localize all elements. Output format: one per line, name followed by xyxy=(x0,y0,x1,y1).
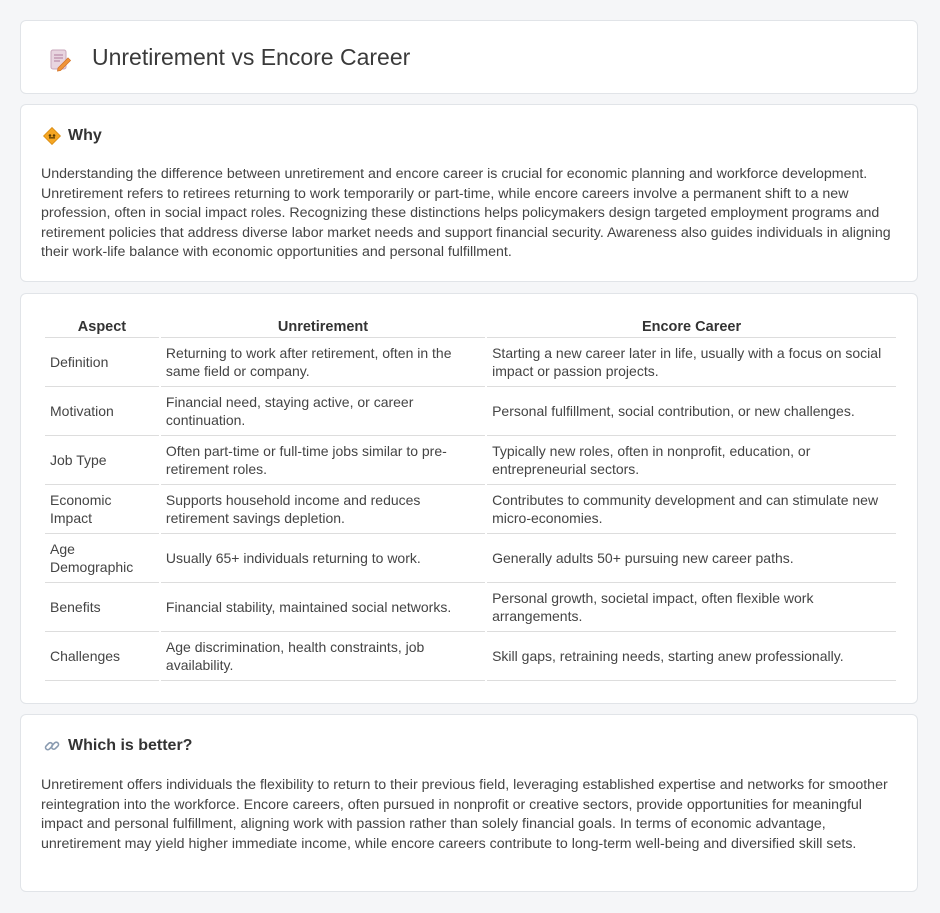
row-unretirement: Usually 65+ individuals returning to work. xyxy=(161,534,485,583)
diamond-sign-icon xyxy=(43,127,61,145)
row-encore-career: Skill gaps, retraining needs, starting anew professionally. xyxy=(487,632,896,681)
which-is-better-section xyxy=(20,714,918,892)
table-row xyxy=(45,436,896,485)
table-header-row xyxy=(45,317,896,338)
row-unretirement: Financial stability, maintained social networks. xyxy=(161,583,485,632)
comparison-section xyxy=(20,293,918,704)
why-section xyxy=(20,104,918,282)
table-row xyxy=(45,338,896,387)
row-encore-career: Starting a new career later in life, usually with a focus on social impact or passion projects. xyxy=(487,338,896,387)
row-encore-career: Typically new roles, often in nonprofit, education, or entrepreneurial sectors. xyxy=(487,436,896,485)
better-paragraph: Unretirement offers individuals the flexibility to return to their previous field, leveraging established expertise and networks for smoother reintegration into the workforce. Encore careers, often pursued in nonprofit or creative sectors, provide opportunities for meaningful impact and personal fulfillment, aligning work with passion rather than solely financial goals. In terms of economic advantage, unretirement may yield higher immediate income, while encore careers contribute to long-term well-being and diversified skill sets. xyxy=(41,777,888,852)
row-aspect: Economic Impact xyxy=(45,485,159,534)
row-encore-career: Contributes to community development and can stimulate new micro-economies. xyxy=(487,485,896,534)
row-unretirement: Age discrimination, health constraints, job availability. xyxy=(161,632,485,681)
table-row xyxy=(45,534,896,583)
document-pencil-icon xyxy=(47,47,73,73)
row-aspect: Motivation xyxy=(45,387,159,436)
row-encore-career: Personal fulfillment, social contribution, or new challenges. xyxy=(487,387,896,436)
row-aspect: Job Type xyxy=(45,436,159,485)
row-aspect: Benefits xyxy=(45,583,159,632)
link-icon xyxy=(43,737,61,755)
row-encore-career: Generally adults 50+ pursuing new career paths. xyxy=(487,534,896,583)
why-heading: Why xyxy=(68,127,102,144)
header-unretirement: Unretirement xyxy=(161,317,485,338)
row-aspect: Challenges xyxy=(45,632,159,681)
comparison-table xyxy=(43,317,898,681)
row-encore-career: Personal growth, societal impact, often flexible work arrangements. xyxy=(487,583,896,632)
better-heading-row xyxy=(43,737,192,755)
row-aspect: Definition xyxy=(45,338,159,387)
table-row xyxy=(45,387,896,436)
table-row xyxy=(45,485,896,534)
row-unretirement: Often part-time or full-time jobs similar to pre-retirement roles. xyxy=(161,436,485,485)
why-heading-row xyxy=(43,127,102,145)
better-heading: Which is better? xyxy=(68,737,193,754)
row-unretirement: Returning to work after retirement, often in the same field or company. xyxy=(161,338,485,387)
row-unretirement: Supports household income and reduces retirement savings depletion. xyxy=(161,485,485,534)
title-card xyxy=(20,20,918,94)
page-title: Unretirement vs Encore Career xyxy=(92,44,411,70)
header-encore-career: Encore Career xyxy=(487,317,896,338)
table-row xyxy=(45,632,896,681)
why-paragraph: Understanding the difference between unretirement and encore career is crucial for economic planning and workforce development. Unretirement refers to retirees returning to work temporarily or part-time, while encore careers involve a permanent shift to a new profession, often in social impact roles. Recognizing these distinctions helps policymakers design targeted employment programs and retirement policies that address diverse labor market needs and support financial security. Awareness also guides individuals in aligning their work-life balance with economic opportunities and personal fulfillment. xyxy=(41,166,891,261)
header-aspect: Aspect xyxy=(45,317,159,338)
row-aspect: Age Demographic xyxy=(45,534,159,583)
table-row xyxy=(45,583,896,632)
row-unretirement: Financial need, staying active, or career continuation. xyxy=(161,387,485,436)
